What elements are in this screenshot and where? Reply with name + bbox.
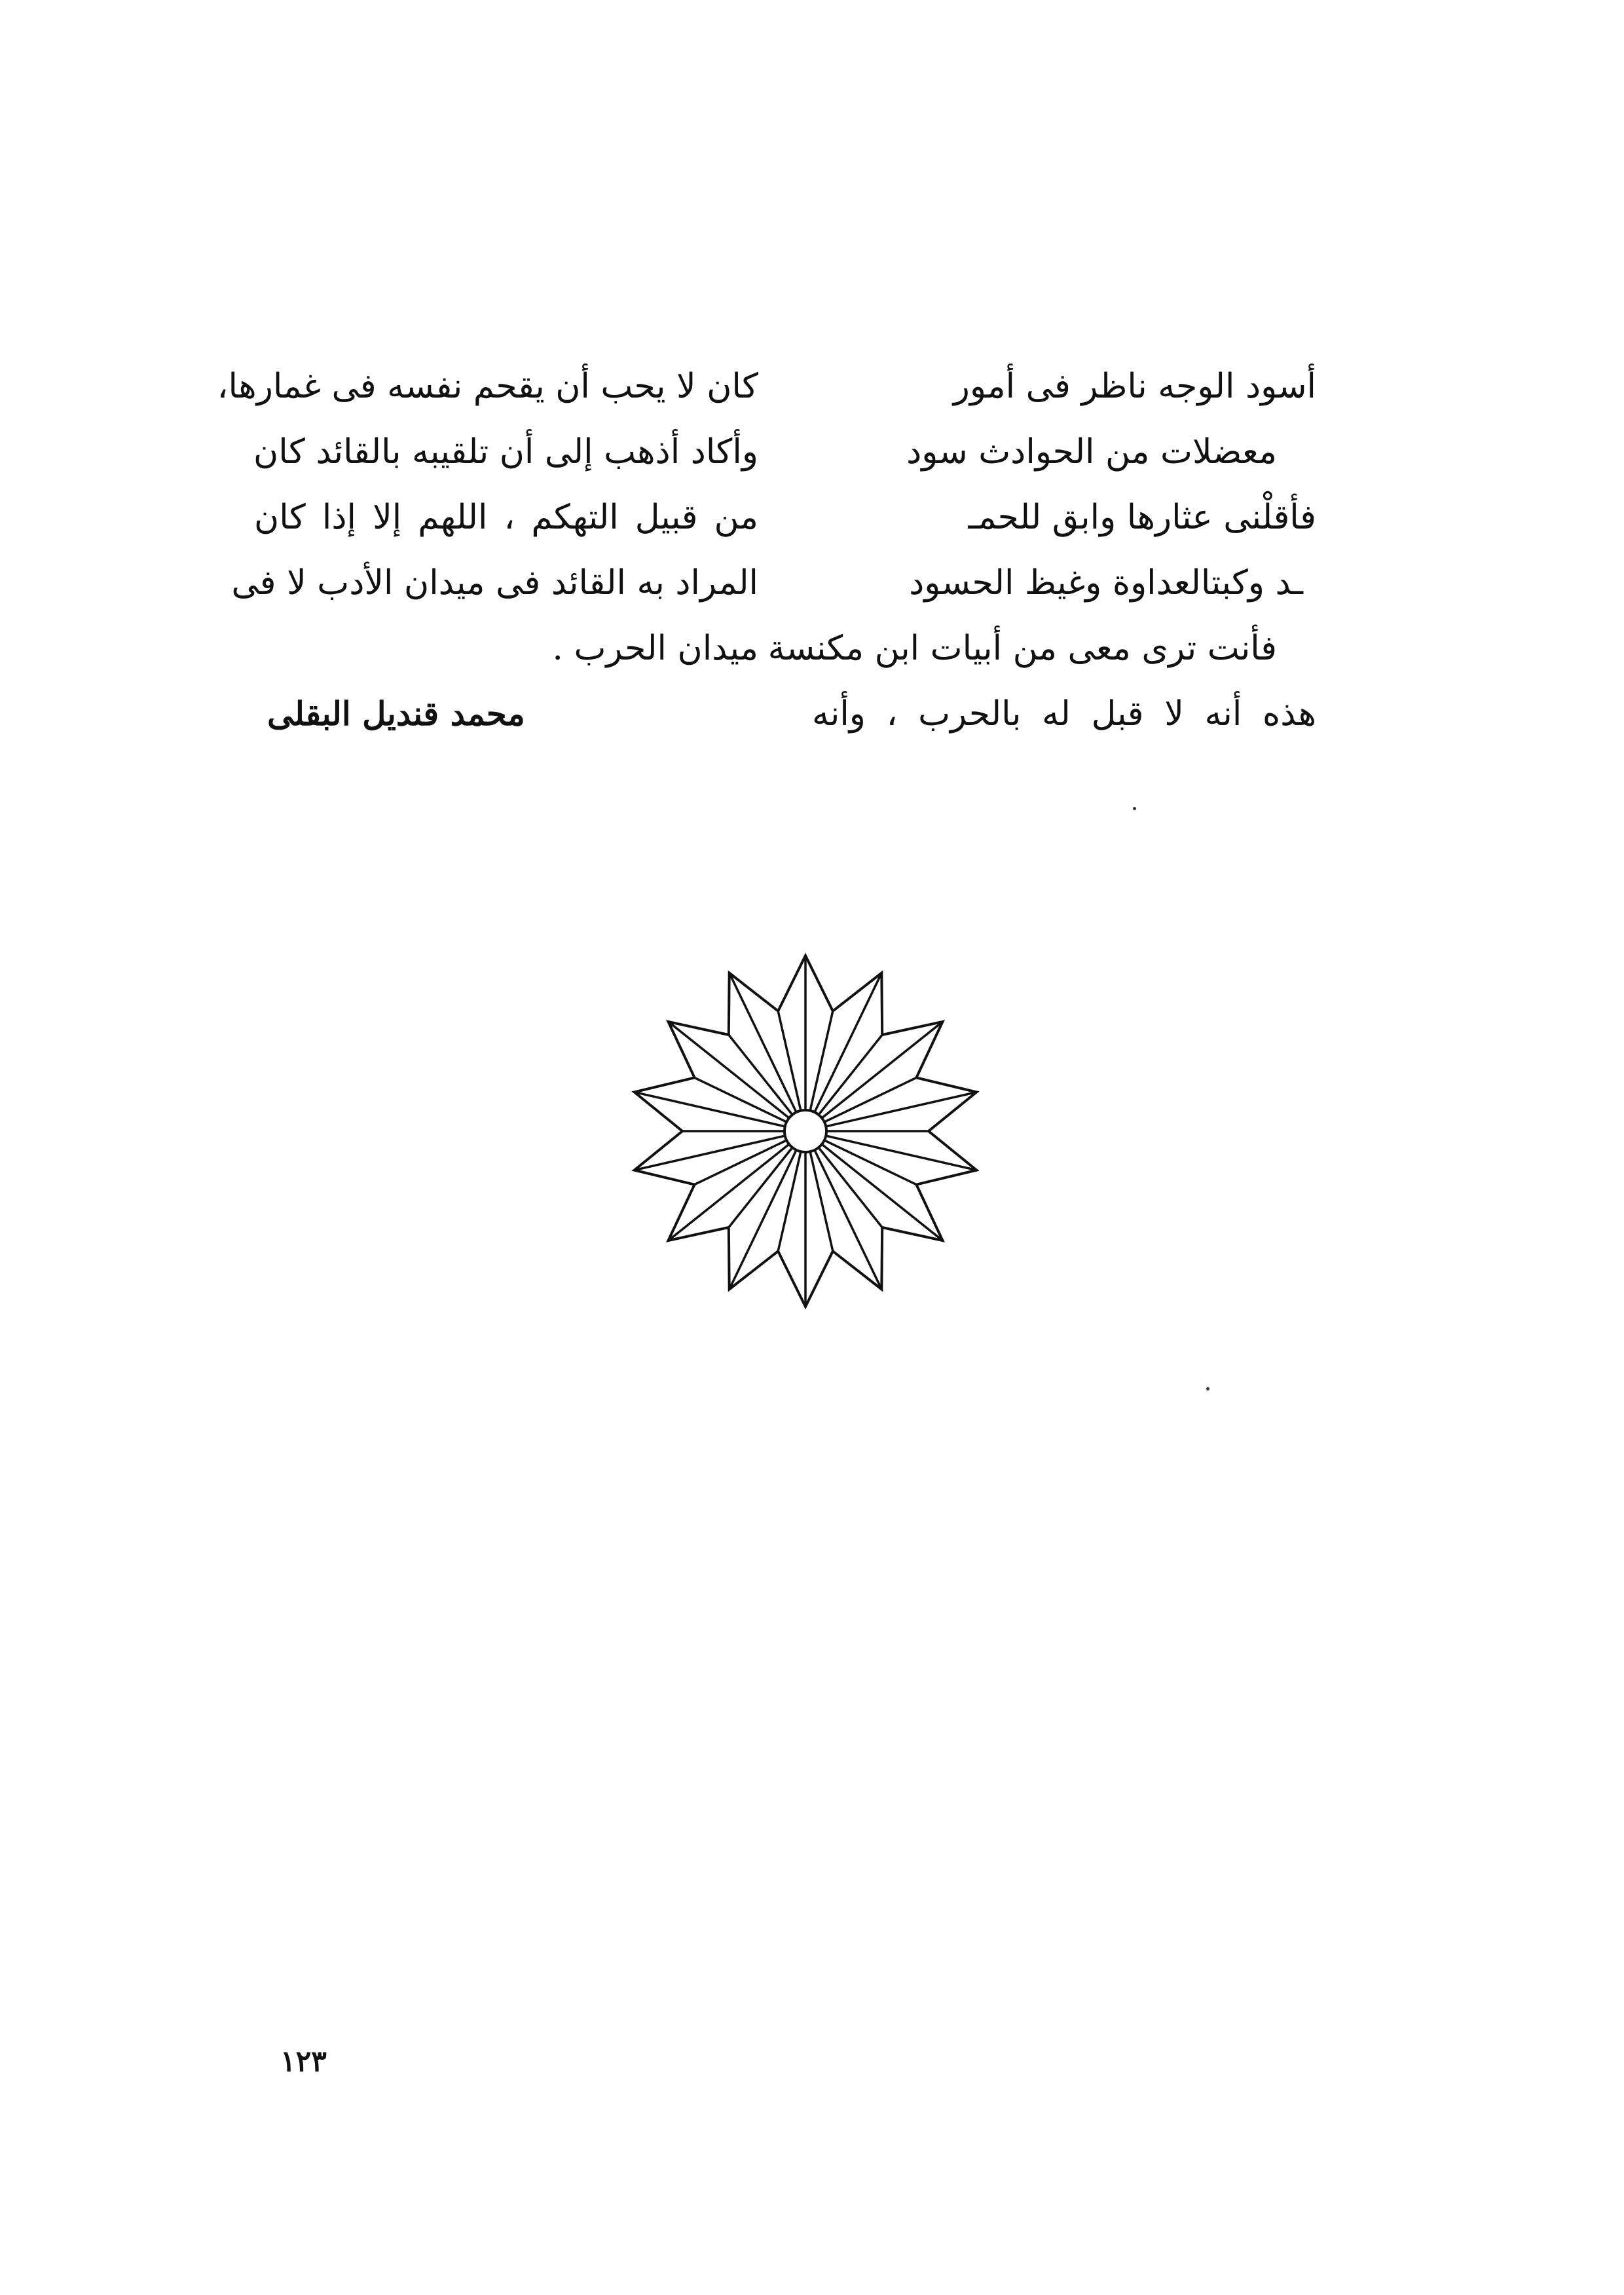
print-speck	[1133, 807, 1136, 810]
verse-line-2: معضلات من الحوادث سود	[906, 432, 1277, 472]
page-number: ١٢٣	[280, 2045, 327, 2078]
right-column	[767, 354, 1316, 747]
paragraph-line-3: كان لا يحب أن يقحم نفسه فى غمارها،	[217, 367, 758, 406]
author-signature: محمد قنديل البقلى	[267, 694, 525, 733]
paragraph-line-2: هذه أنه لا قبل له بالحرب ، وأنه	[812, 694, 1316, 734]
verse-line-3: فأقلْنى عثارها وابق للحمـ	[968, 498, 1316, 537]
paragraph-line-7: ميدان الحرب .	[552, 629, 758, 668]
paragraph-line-6: المراد به القائد فى ميدان الأدب لا فى	[231, 563, 758, 603]
ornament-spoke	[729, 1148, 792, 1227]
paragraph-line-1: فأنت ترى معى من أبيات ابن مكنسة	[767, 629, 1277, 668]
ornament-hub	[784, 1110, 826, 1152]
paragraph-line-5: من قبيل التهكم ، اللهم إلا إذا كان	[254, 498, 758, 537]
verse-line-1: أسود الوجه ناظر فى أمور	[953, 367, 1316, 406]
ornament-spoke	[729, 1035, 792, 1115]
print-speck	[1206, 1387, 1209, 1390]
ornament-spoke	[819, 1148, 882, 1227]
ornament-spoke	[819, 1035, 882, 1115]
rosette-ornament-icon	[629, 946, 982, 1316]
verse-line-4: ـد وكبتالعداوة وغيظ الحسود	[909, 563, 1303, 603]
paragraph-line-4: وأكاد أذهب إلى أن تلقيبه بالقائد كان	[253, 432, 758, 472]
left-column	[217, 354, 758, 747]
